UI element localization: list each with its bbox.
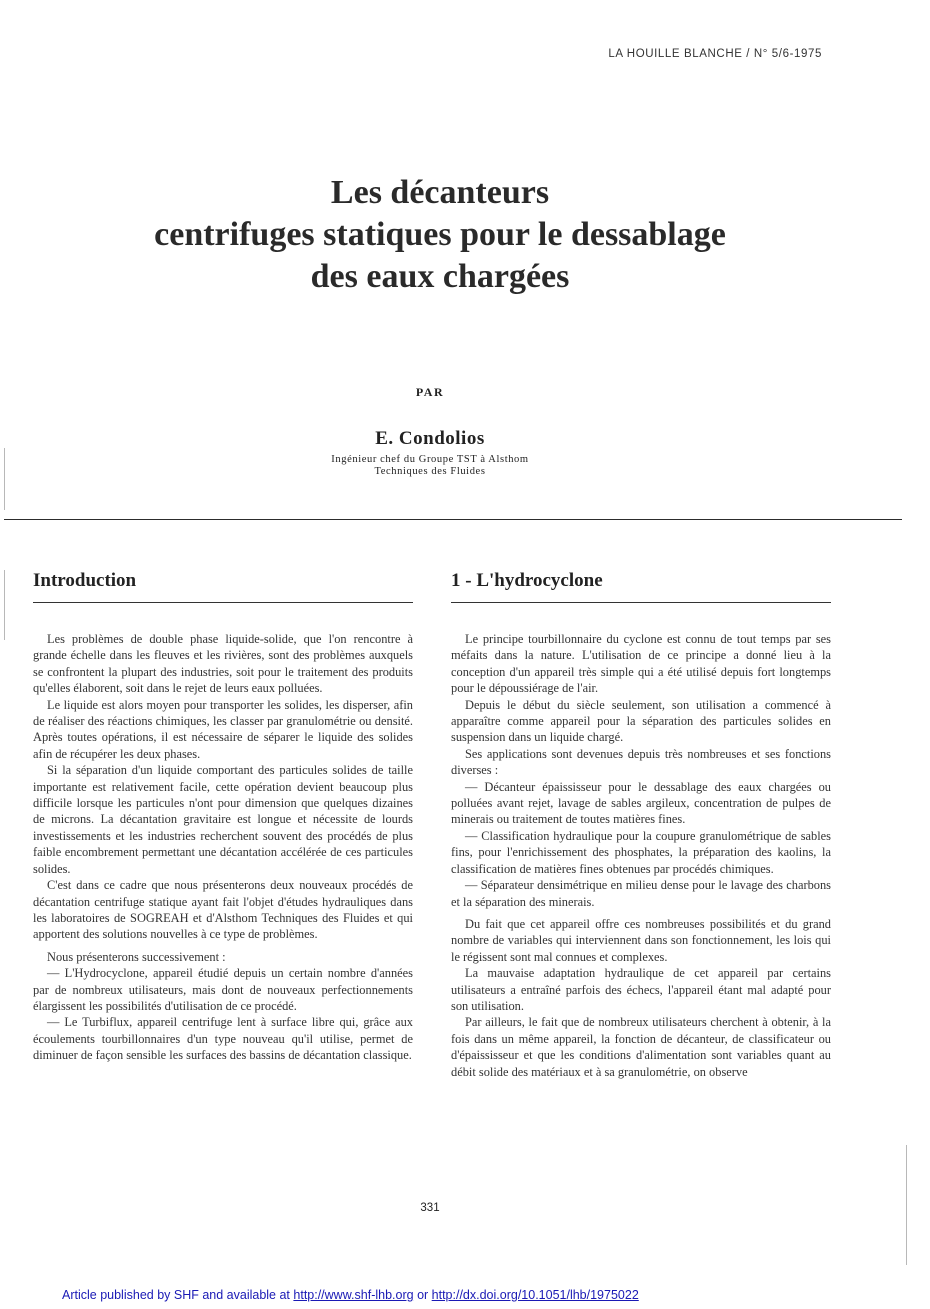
introduction-text — [33, 631, 413, 1064]
footer-middle: or — [413, 1288, 432, 1302]
title-line: Les décanteurs — [330, 174, 550, 211]
paragraph: — Classification hydraulique pour la coupure granulométrique de sables fins, pour l'enrichissement des phosphates, la préparation des kaolins, la classification de matières fines obtenues par procédés chimiques. — [451, 828, 831, 876]
section-heading-introduction: Introduction — [33, 570, 413, 603]
author-affiliation — [0, 454, 860, 478]
paragraph: Les problèmes de double phase liquide-solide, que l'on rencontre à grande échelle dans les fleuves et les rivières, sont des problèmes auxquels se confrontent la plupart des industries, soit pour le traitement des produits qu'elles élaborent, soit dans le rejet de leurs eaux polluées. — [33, 632, 413, 696]
shf-link[interactable]: http://www.shf-lhb.org — [293, 1288, 414, 1302]
scan-margin-mark — [4, 448, 5, 510]
paragraph: Par ailleurs, le fait que de nombreux utilisateurs cherchent à obtenir, à la fois dans un même appareil, la fonction de décanteur, de classificateur ou d'épaississeur et que les conditions d'alimentation sont variables quant au débit solide des matériaux et à sa granulométrie, on observe — [451, 1015, 831, 1079]
article-title — [60, 172, 820, 298]
paragraph: Depuis le début du siècle seulement, son utilisation a commencé à apparaître comme appareil pour la séparation des particules solides en suspension dans un liquide chargé. — [451, 697, 831, 745]
section-heading-hydrocyclone: 1 - L'hydrocyclone — [451, 570, 831, 603]
scan-margin-mark — [4, 570, 5, 640]
paragraph: Du fait que cet appareil offre ces nombreuses possibilités et du grand nombre de variables qui interviennent dans son fonctionnement, les lois qui le régissent sont mal connues et complexes. — [451, 916, 831, 964]
journal-header: LA HOUILLE BLANCHE / N° 5/6-1975 — [608, 48, 822, 60]
doi-link[interactable]: http://dx.doi.org/10.1051/lhb/1975022 — [431, 1288, 639, 1302]
title-line: des eaux chargées — [310, 258, 570, 295]
right-column — [451, 570, 831, 1080]
paragraph: — Séparateur densimétrique en milieu dense pour le lavage des charbons et la séparation des minerais. — [451, 878, 831, 909]
page-number: 331 — [420, 1202, 440, 1214]
affiliation-line: Ingénieur chef du Groupe TST à Alsthom — [331, 454, 529, 465]
paragraph: Ses applications sont devenues depuis très nombreuses et ses fonctions diverses : — [451, 746, 831, 778]
hydrocyclone-text — [451, 631, 831, 1080]
affiliation-line: Techniques des Fluides — [374, 466, 486, 477]
paragraph: Si la séparation d'un liquide comportant des particules solides de taille importante est relativement facile, cette opération devient beaucoup plus difficile lorsque les particules n'ont pour dimension que quelques dizaines de microns. La décantation gravitaire est longue et nécessite de lourds investissements et les industries recherchent souvent des procédés de plus faible encombrement permettant une décantation accélérée de ces particules solides. — [33, 763, 413, 876]
title-line: centrifuges statiques pour le dessablage — [154, 216, 726, 253]
left-column — [33, 570, 413, 1064]
byline-par: PAR — [415, 385, 445, 399]
paragraph: C'est dans ce cadre que nous présenterons deux nouveaux procédés de décantation centrifuge statique ayant fait l'objet d'études hydrauliques dans les laboratoires de SOGREAH et d'Alsthom Techniques des Fluides et qui apportent des solutions nouvelles à ce type de problèmes. — [33, 878, 413, 942]
paragraph: Le principe tourbillonnaire du cyclone est connu de tout temps par ses méfaits dans la nature. L'utilisation de ce principe a donné lieu à la conception d'un appareil très simple qui a été utilisé depuis fort longtemps pour le dépoussiérage de l'air. — [451, 632, 831, 696]
footer-prefix: Article published by SHF and available at — [62, 1288, 294, 1302]
author-name: E. Condolios — [375, 428, 485, 449]
publication-footer — [62, 1288, 639, 1302]
paragraph: — L'Hydrocyclone, appareil étudié depuis un certain nombre d'années par de nombreux utilisateurs, mais dont de nouveaux perfectionnements élargissent les possibilités d'utilisation de ce procédé. — [33, 966, 413, 1013]
paragraph: — Le Turbiflux, appareil centrifuge lent à surface libre qui, grâce aux écoulements tourbillonnaires d'un type nouveau qu'il utilise, permet de diminuer de façon sensible les surfaces des bassins de décantation classique. — [33, 1015, 413, 1063]
paragraph: La mauvaise adaptation hydraulique de cet appareil par certains utilisateurs a entraîné parfois des échecs, l'appareil étant mal adapté pour son utilisation. — [451, 966, 831, 1013]
paragraph: — Décanteur épaississeur pour le dessablage des eaux chargées ou polluées avant rejet, lavage de sables argileux, concentration de pulpes de minerais ou traitement de toutes matières fines. — [451, 779, 831, 827]
paragraph: Le liquide est alors moyen pour transporter les solides, les disperser, afin de réaliser des réactions chimiques, les classer par granulométrie ou densité. Après toutes opérations, il est nécessaire de séparer le liquide des solides afin de récupérer les deux phases. — [33, 697, 413, 761]
header-divider — [4, 519, 902, 520]
paragraph: Nous présenterons successivement : — [47, 949, 226, 964]
scan-margin-mark — [906, 1145, 907, 1265]
